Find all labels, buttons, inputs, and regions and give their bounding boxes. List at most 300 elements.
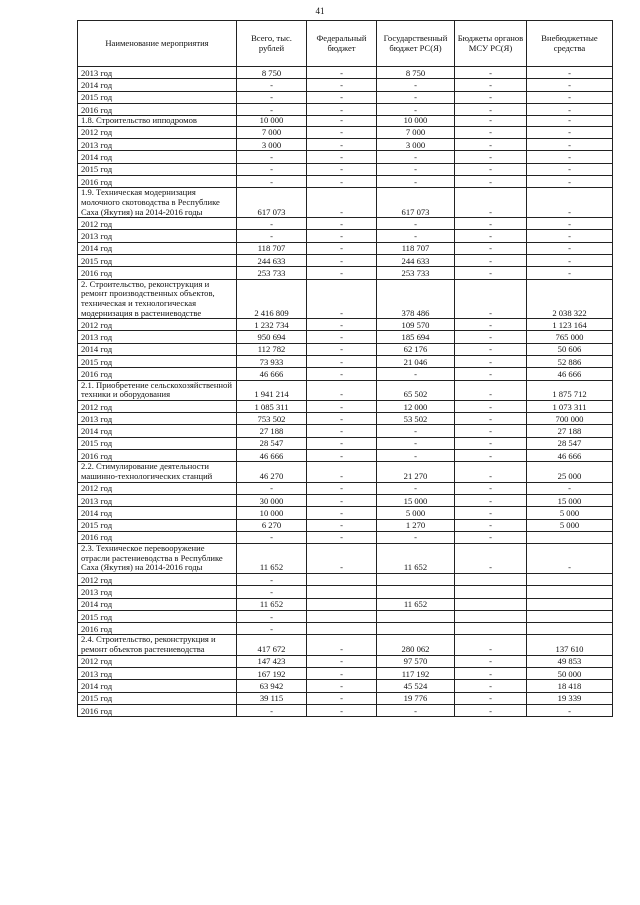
- cell-state: 53 502: [377, 413, 455, 425]
- cell-federal: -: [307, 343, 377, 355]
- cell-extra: 50 000: [527, 668, 613, 680]
- table-row: [78, 400, 613, 412]
- cell-federal: -: [307, 655, 377, 667]
- cell-state: 12 000: [377, 400, 455, 412]
- cell-federal: -: [307, 462, 377, 482]
- cell-total: 1 941 214: [237, 380, 307, 400]
- cell-local: [455, 573, 527, 585]
- table-row: [78, 116, 613, 127]
- cell-event-name: 2012 год: [78, 126, 237, 138]
- cell-total: -: [237, 531, 307, 543]
- cell-state: -: [377, 368, 455, 380]
- cell-extra: -: [527, 544, 613, 574]
- cell-event-name: 1.9. Техническая модернизация молочного скотоводства в Республике Саха (Якутия) на 2014-2016 годы: [78, 188, 237, 218]
- table-row: [78, 176, 613, 188]
- cell-state: 118 707: [377, 242, 455, 254]
- cell-extra: 137 610: [527, 635, 613, 655]
- cell-event-name: 2016 год: [78, 267, 237, 279]
- cell-total: 1 085 311: [237, 400, 307, 412]
- cell-total: 30 000: [237, 494, 307, 506]
- cell-extra: -: [527, 103, 613, 115]
- cell-state: 3 000: [377, 139, 455, 151]
- cell-total: 73 933: [237, 356, 307, 368]
- cell-extra: -: [527, 139, 613, 151]
- cell-total: 8 750: [237, 67, 307, 79]
- cell-state: -: [377, 437, 455, 449]
- cell-event-name: 2013 год: [78, 67, 237, 79]
- cell-federal: -: [307, 331, 377, 343]
- cell-local: -: [455, 380, 527, 400]
- cell-federal: -: [307, 531, 377, 543]
- cell-extra: -: [527, 116, 613, 127]
- cell-federal: [307, 623, 377, 635]
- cell-local: -: [455, 482, 527, 494]
- cell-federal: -: [307, 279, 377, 319]
- cell-extra: -: [527, 255, 613, 267]
- cell-total: 28 547: [237, 437, 307, 449]
- cell-event-name: 2012 год: [78, 400, 237, 412]
- cell-federal: [307, 573, 377, 585]
- cell-local: -: [455, 450, 527, 462]
- cell-local: -: [455, 655, 527, 667]
- cell-federal: -: [307, 116, 377, 127]
- cell-total: 46 666: [237, 368, 307, 380]
- cell-extra: 27 188: [527, 425, 613, 437]
- header-event-name: Наименование мероприятия: [78, 21, 237, 67]
- cell-local: [455, 610, 527, 622]
- cell-extra: 2 038 322: [527, 279, 613, 319]
- cell-event-name: 2013 год: [78, 331, 237, 343]
- cell-event-name: 2.4. Строительство, реконструкция и ремонт объектов растениеводства: [78, 635, 237, 655]
- cell-local: -: [455, 103, 527, 115]
- cell-extra: -: [527, 126, 613, 138]
- cell-state: -: [377, 151, 455, 163]
- table-row: [78, 242, 613, 254]
- cell-event-name: 2014 год: [78, 242, 237, 254]
- cell-total: 950 694: [237, 331, 307, 343]
- cell-total: -: [237, 176, 307, 188]
- cell-local: -: [455, 319, 527, 331]
- cell-event-name: 2014 год: [78, 425, 237, 437]
- cell-extra: -: [527, 704, 613, 716]
- cell-extra: -: [527, 188, 613, 218]
- cell-state: 45 524: [377, 680, 455, 692]
- cell-extra: -: [527, 79, 613, 91]
- cell-event-name: 2015 год: [78, 519, 237, 531]
- cell-local: -: [455, 67, 527, 79]
- cell-event-name: 2012 год: [78, 482, 237, 494]
- cell-local: -: [455, 704, 527, 716]
- table-row: [78, 91, 613, 103]
- cell-state: 1 270: [377, 519, 455, 531]
- cell-federal: -: [307, 91, 377, 103]
- cell-state: -: [377, 176, 455, 188]
- cell-extra: 49 853: [527, 655, 613, 667]
- cell-total: 11 652: [237, 544, 307, 574]
- cell-federal: -: [307, 319, 377, 331]
- cell-state: 62 176: [377, 343, 455, 355]
- cell-state: 117 192: [377, 668, 455, 680]
- cell-total: 417 672: [237, 635, 307, 655]
- cell-federal: -: [307, 151, 377, 163]
- table-row: [78, 103, 613, 115]
- cell-federal: -: [307, 230, 377, 242]
- cell-total: -: [237, 163, 307, 175]
- cell-federal: -: [307, 163, 377, 175]
- cell-state: 280 062: [377, 635, 455, 655]
- cell-total: -: [237, 91, 307, 103]
- cell-federal: -: [307, 79, 377, 91]
- cell-extra: 50 606: [527, 343, 613, 355]
- cell-federal: -: [307, 413, 377, 425]
- cell-federal: -: [307, 668, 377, 680]
- table-row: [78, 218, 613, 230]
- cell-extra: -: [527, 230, 613, 242]
- cell-local: [455, 598, 527, 610]
- cell-local: -: [455, 230, 527, 242]
- cell-event-name: 2014 год: [78, 680, 237, 692]
- cell-local: -: [455, 400, 527, 412]
- cell-local: -: [455, 356, 527, 368]
- cell-event-name: 2014 год: [78, 507, 237, 519]
- cell-total: -: [237, 482, 307, 494]
- cell-event-name: 2012 год: [78, 218, 237, 230]
- cell-federal: -: [307, 425, 377, 437]
- table-row: [78, 413, 613, 425]
- cell-extra: 18 418: [527, 680, 613, 692]
- table-row: [78, 126, 613, 138]
- table-row: [78, 139, 613, 151]
- header-state-budget: Государственный бюджет РС(Я): [377, 21, 455, 67]
- cell-state: 109 570: [377, 319, 455, 331]
- cell-federal: -: [307, 450, 377, 462]
- cell-event-name: 2014 год: [78, 151, 237, 163]
- cell-total: 3 000: [237, 139, 307, 151]
- cell-state: -: [377, 704, 455, 716]
- table-row: [78, 67, 613, 79]
- cell-local: -: [455, 519, 527, 531]
- header-local-budget: Бюджеты органов МСУ РС(Я): [455, 21, 527, 67]
- cell-event-name: 2016 год: [78, 176, 237, 188]
- cell-state: [377, 623, 455, 635]
- cell-total: 10 000: [237, 507, 307, 519]
- cell-event-name: 2016 год: [78, 531, 237, 543]
- cell-event-name: 2016 год: [78, 368, 237, 380]
- cell-state: 244 633: [377, 255, 455, 267]
- cell-extra: 52 886: [527, 356, 613, 368]
- cell-local: -: [455, 116, 527, 127]
- cell-total: -: [237, 218, 307, 230]
- cell-total: -: [237, 103, 307, 115]
- cell-local: -: [455, 126, 527, 138]
- cell-state: -: [377, 91, 455, 103]
- cell-federal: -: [307, 437, 377, 449]
- cell-federal: -: [307, 103, 377, 115]
- cell-federal: -: [307, 188, 377, 218]
- cell-event-name: 2012 год: [78, 319, 237, 331]
- cell-state: 7 000: [377, 126, 455, 138]
- cell-federal: [307, 586, 377, 598]
- cell-total: -: [237, 623, 307, 635]
- cell-extra: 15 000: [527, 494, 613, 506]
- cell-local: -: [455, 437, 527, 449]
- cell-local: -: [455, 531, 527, 543]
- cell-local: -: [455, 507, 527, 519]
- header-federal-budget: Федеральный бюджет: [307, 21, 377, 67]
- cell-local: -: [455, 413, 527, 425]
- cell-extra: [527, 623, 613, 635]
- cell-extra: [527, 598, 613, 610]
- cell-total: -: [237, 79, 307, 91]
- cell-local: -: [455, 242, 527, 254]
- cell-event-name: 2.3. Техническое перевооружение отрасли растениеводства в Республике Саха (Якутия) на 2014-2016 годы: [78, 544, 237, 574]
- cell-event-name: 2013 год: [78, 139, 237, 151]
- cell-federal: -: [307, 67, 377, 79]
- cell-total: 46 270: [237, 462, 307, 482]
- cell-state: 21 270: [377, 462, 455, 482]
- table-row: [78, 462, 613, 482]
- cell-extra: 1 123 164: [527, 319, 613, 331]
- cell-state: -: [377, 482, 455, 494]
- cell-total: 112 782: [237, 343, 307, 355]
- cell-event-name: 2016 год: [78, 103, 237, 115]
- cell-extra: [527, 586, 613, 598]
- cell-event-name: 2016 год: [78, 450, 237, 462]
- cell-event-name: 2012 год: [78, 573, 237, 585]
- cell-state: 617 073: [377, 188, 455, 218]
- cell-total: 11 652: [237, 598, 307, 610]
- cell-federal: -: [307, 482, 377, 494]
- cell-event-name: 2015 год: [78, 437, 237, 449]
- table-row: [78, 255, 613, 267]
- cell-federal: -: [307, 507, 377, 519]
- cell-state: -: [377, 103, 455, 115]
- table-row: [78, 704, 613, 716]
- table-row: [78, 319, 613, 331]
- cell-state: 19 776: [377, 692, 455, 704]
- cell-local: -: [455, 139, 527, 151]
- cell-total: 1 232 734: [237, 319, 307, 331]
- cell-event-name: 2.2. Стимулирование деятельности машинно-технологических станций: [78, 462, 237, 482]
- cell-local: [455, 586, 527, 598]
- budget-table: [77, 20, 613, 717]
- cell-total: 10 000: [237, 116, 307, 127]
- cell-total: 167 192: [237, 668, 307, 680]
- cell-federal: -: [307, 267, 377, 279]
- cell-local: -: [455, 151, 527, 163]
- cell-event-name: 2015 год: [78, 91, 237, 103]
- cell-total: 147 423: [237, 655, 307, 667]
- cell-federal: -: [307, 380, 377, 400]
- cell-extra: 25 000: [527, 462, 613, 482]
- table-row: [78, 610, 613, 622]
- cell-local: -: [455, 544, 527, 574]
- cell-extra: 46 666: [527, 450, 613, 462]
- table-row: [78, 482, 613, 494]
- cell-federal: [307, 610, 377, 622]
- cell-event-name: 2016 год: [78, 704, 237, 716]
- cell-federal: -: [307, 494, 377, 506]
- table-row: [78, 380, 613, 400]
- cell-total: -: [237, 704, 307, 716]
- cell-extra: -: [527, 163, 613, 175]
- cell-event-name: 2013 год: [78, 494, 237, 506]
- cell-extra: -: [527, 242, 613, 254]
- cell-extra: [527, 610, 613, 622]
- cell-extra: 700 000: [527, 413, 613, 425]
- cell-state: 185 694: [377, 331, 455, 343]
- cell-extra: -: [527, 176, 613, 188]
- cell-extra: -: [527, 218, 613, 230]
- cell-federal: -: [307, 126, 377, 138]
- cell-state: 11 652: [377, 598, 455, 610]
- cell-federal: -: [307, 368, 377, 380]
- table-row: [78, 437, 613, 449]
- cell-state: 253 733: [377, 267, 455, 279]
- table-row: [78, 635, 613, 655]
- cell-event-name: 2014 год: [78, 598, 237, 610]
- table-row: [78, 519, 613, 531]
- cell-state: 21 046: [377, 356, 455, 368]
- cell-event-name: 2013 год: [78, 586, 237, 598]
- cell-extra: [527, 573, 613, 585]
- cell-local: -: [455, 692, 527, 704]
- cell-state: -: [377, 531, 455, 543]
- cell-local: -: [455, 343, 527, 355]
- cell-federal: -: [307, 176, 377, 188]
- cell-state: [377, 586, 455, 598]
- cell-event-name: 2. Строительство, реконструкция и ремонт производственных объектов, техническая и технологическая модернизация в растениеводстве: [78, 279, 237, 319]
- cell-local: -: [455, 494, 527, 506]
- cell-state: -: [377, 218, 455, 230]
- table-row: [78, 544, 613, 574]
- cell-federal: -: [307, 139, 377, 151]
- cell-federal: [307, 598, 377, 610]
- cell-federal: -: [307, 692, 377, 704]
- cell-extra: 46 666: [527, 368, 613, 380]
- cell-event-name: 2012 год: [78, 655, 237, 667]
- table-row: [78, 279, 613, 319]
- table-row: [78, 598, 613, 610]
- cell-state: 378 486: [377, 279, 455, 319]
- cell-extra: [527, 531, 613, 543]
- table-header-row: [78, 21, 613, 67]
- cell-total: 6 270: [237, 519, 307, 531]
- cell-event-name: 2015 год: [78, 163, 237, 175]
- table-row: [78, 531, 613, 543]
- cell-federal: -: [307, 218, 377, 230]
- cell-local: -: [455, 279, 527, 319]
- cell-local: -: [455, 255, 527, 267]
- table-row: [78, 267, 613, 279]
- cell-total: 118 707: [237, 242, 307, 254]
- cell-extra: -: [527, 67, 613, 79]
- table-row: [78, 668, 613, 680]
- cell-total: 244 633: [237, 255, 307, 267]
- cell-state: 65 502: [377, 380, 455, 400]
- cell-event-name: 2.1. Приобретение сельскохозяйственной техники и оборудования: [78, 380, 237, 400]
- table-row: [78, 163, 613, 175]
- cell-federal: -: [307, 635, 377, 655]
- cell-total: -: [237, 610, 307, 622]
- cell-local: -: [455, 425, 527, 437]
- cell-total: -: [237, 151, 307, 163]
- table-row: [78, 188, 613, 218]
- cell-total: -: [237, 230, 307, 242]
- table-row: [78, 623, 613, 635]
- cell-extra: 28 547: [527, 437, 613, 449]
- table-row: [78, 230, 613, 242]
- cell-state: -: [377, 425, 455, 437]
- cell-total: 2 416 809: [237, 279, 307, 319]
- cell-federal: -: [307, 255, 377, 267]
- cell-federal: -: [307, 680, 377, 692]
- cell-local: -: [455, 163, 527, 175]
- cell-state: 15 000: [377, 494, 455, 506]
- cell-extra: 765 000: [527, 331, 613, 343]
- cell-extra: -: [527, 267, 613, 279]
- table-row: [78, 507, 613, 519]
- table-row: [78, 450, 613, 462]
- cell-extra: -: [527, 482, 613, 494]
- cell-extra: -: [527, 91, 613, 103]
- cell-event-name: 2015 год: [78, 356, 237, 368]
- header-extra-budget: Внебюджетные средства: [527, 21, 613, 67]
- cell-total: 63 942: [237, 680, 307, 692]
- cell-federal: -: [307, 519, 377, 531]
- cell-local: -: [455, 668, 527, 680]
- page-number: 41: [315, 6, 325, 16]
- table-row: [78, 368, 613, 380]
- table-row: [78, 356, 613, 368]
- cell-event-name: 1.8. Строительство ипподромов: [78, 116, 237, 127]
- table-row: [78, 331, 613, 343]
- cell-extra: 1 875 712: [527, 380, 613, 400]
- cell-total: -: [237, 586, 307, 598]
- cell-total: 253 733: [237, 267, 307, 279]
- table-row: [78, 151, 613, 163]
- cell-state: 8 750: [377, 67, 455, 79]
- cell-total: 617 073: [237, 188, 307, 218]
- cell-extra: 5 000: [527, 507, 613, 519]
- cell-extra: -: [527, 151, 613, 163]
- cell-total: 39 115: [237, 692, 307, 704]
- table-row: [78, 692, 613, 704]
- cell-state: 97 570: [377, 655, 455, 667]
- cell-event-name: 2014 год: [78, 79, 237, 91]
- cell-local: -: [455, 218, 527, 230]
- cell-local: -: [455, 635, 527, 655]
- cell-event-name: 2015 год: [78, 610, 237, 622]
- table-row: [78, 655, 613, 667]
- cell-state: [377, 573, 455, 585]
- cell-local: -: [455, 79, 527, 91]
- cell-total: 753 502: [237, 413, 307, 425]
- cell-state: -: [377, 163, 455, 175]
- cell-event-name: 2013 год: [78, 230, 237, 242]
- cell-total: 27 188: [237, 425, 307, 437]
- cell-local: -: [455, 267, 527, 279]
- table-row: [78, 573, 613, 585]
- cell-extra: 5 000: [527, 519, 613, 531]
- cell-extra: 1 073 311: [527, 400, 613, 412]
- cell-local: -: [455, 680, 527, 692]
- cell-local: -: [455, 188, 527, 218]
- cell-event-name: 2015 год: [78, 692, 237, 704]
- cell-local: -: [455, 176, 527, 188]
- cell-event-name: 2015 год: [78, 255, 237, 267]
- cell-local: -: [455, 368, 527, 380]
